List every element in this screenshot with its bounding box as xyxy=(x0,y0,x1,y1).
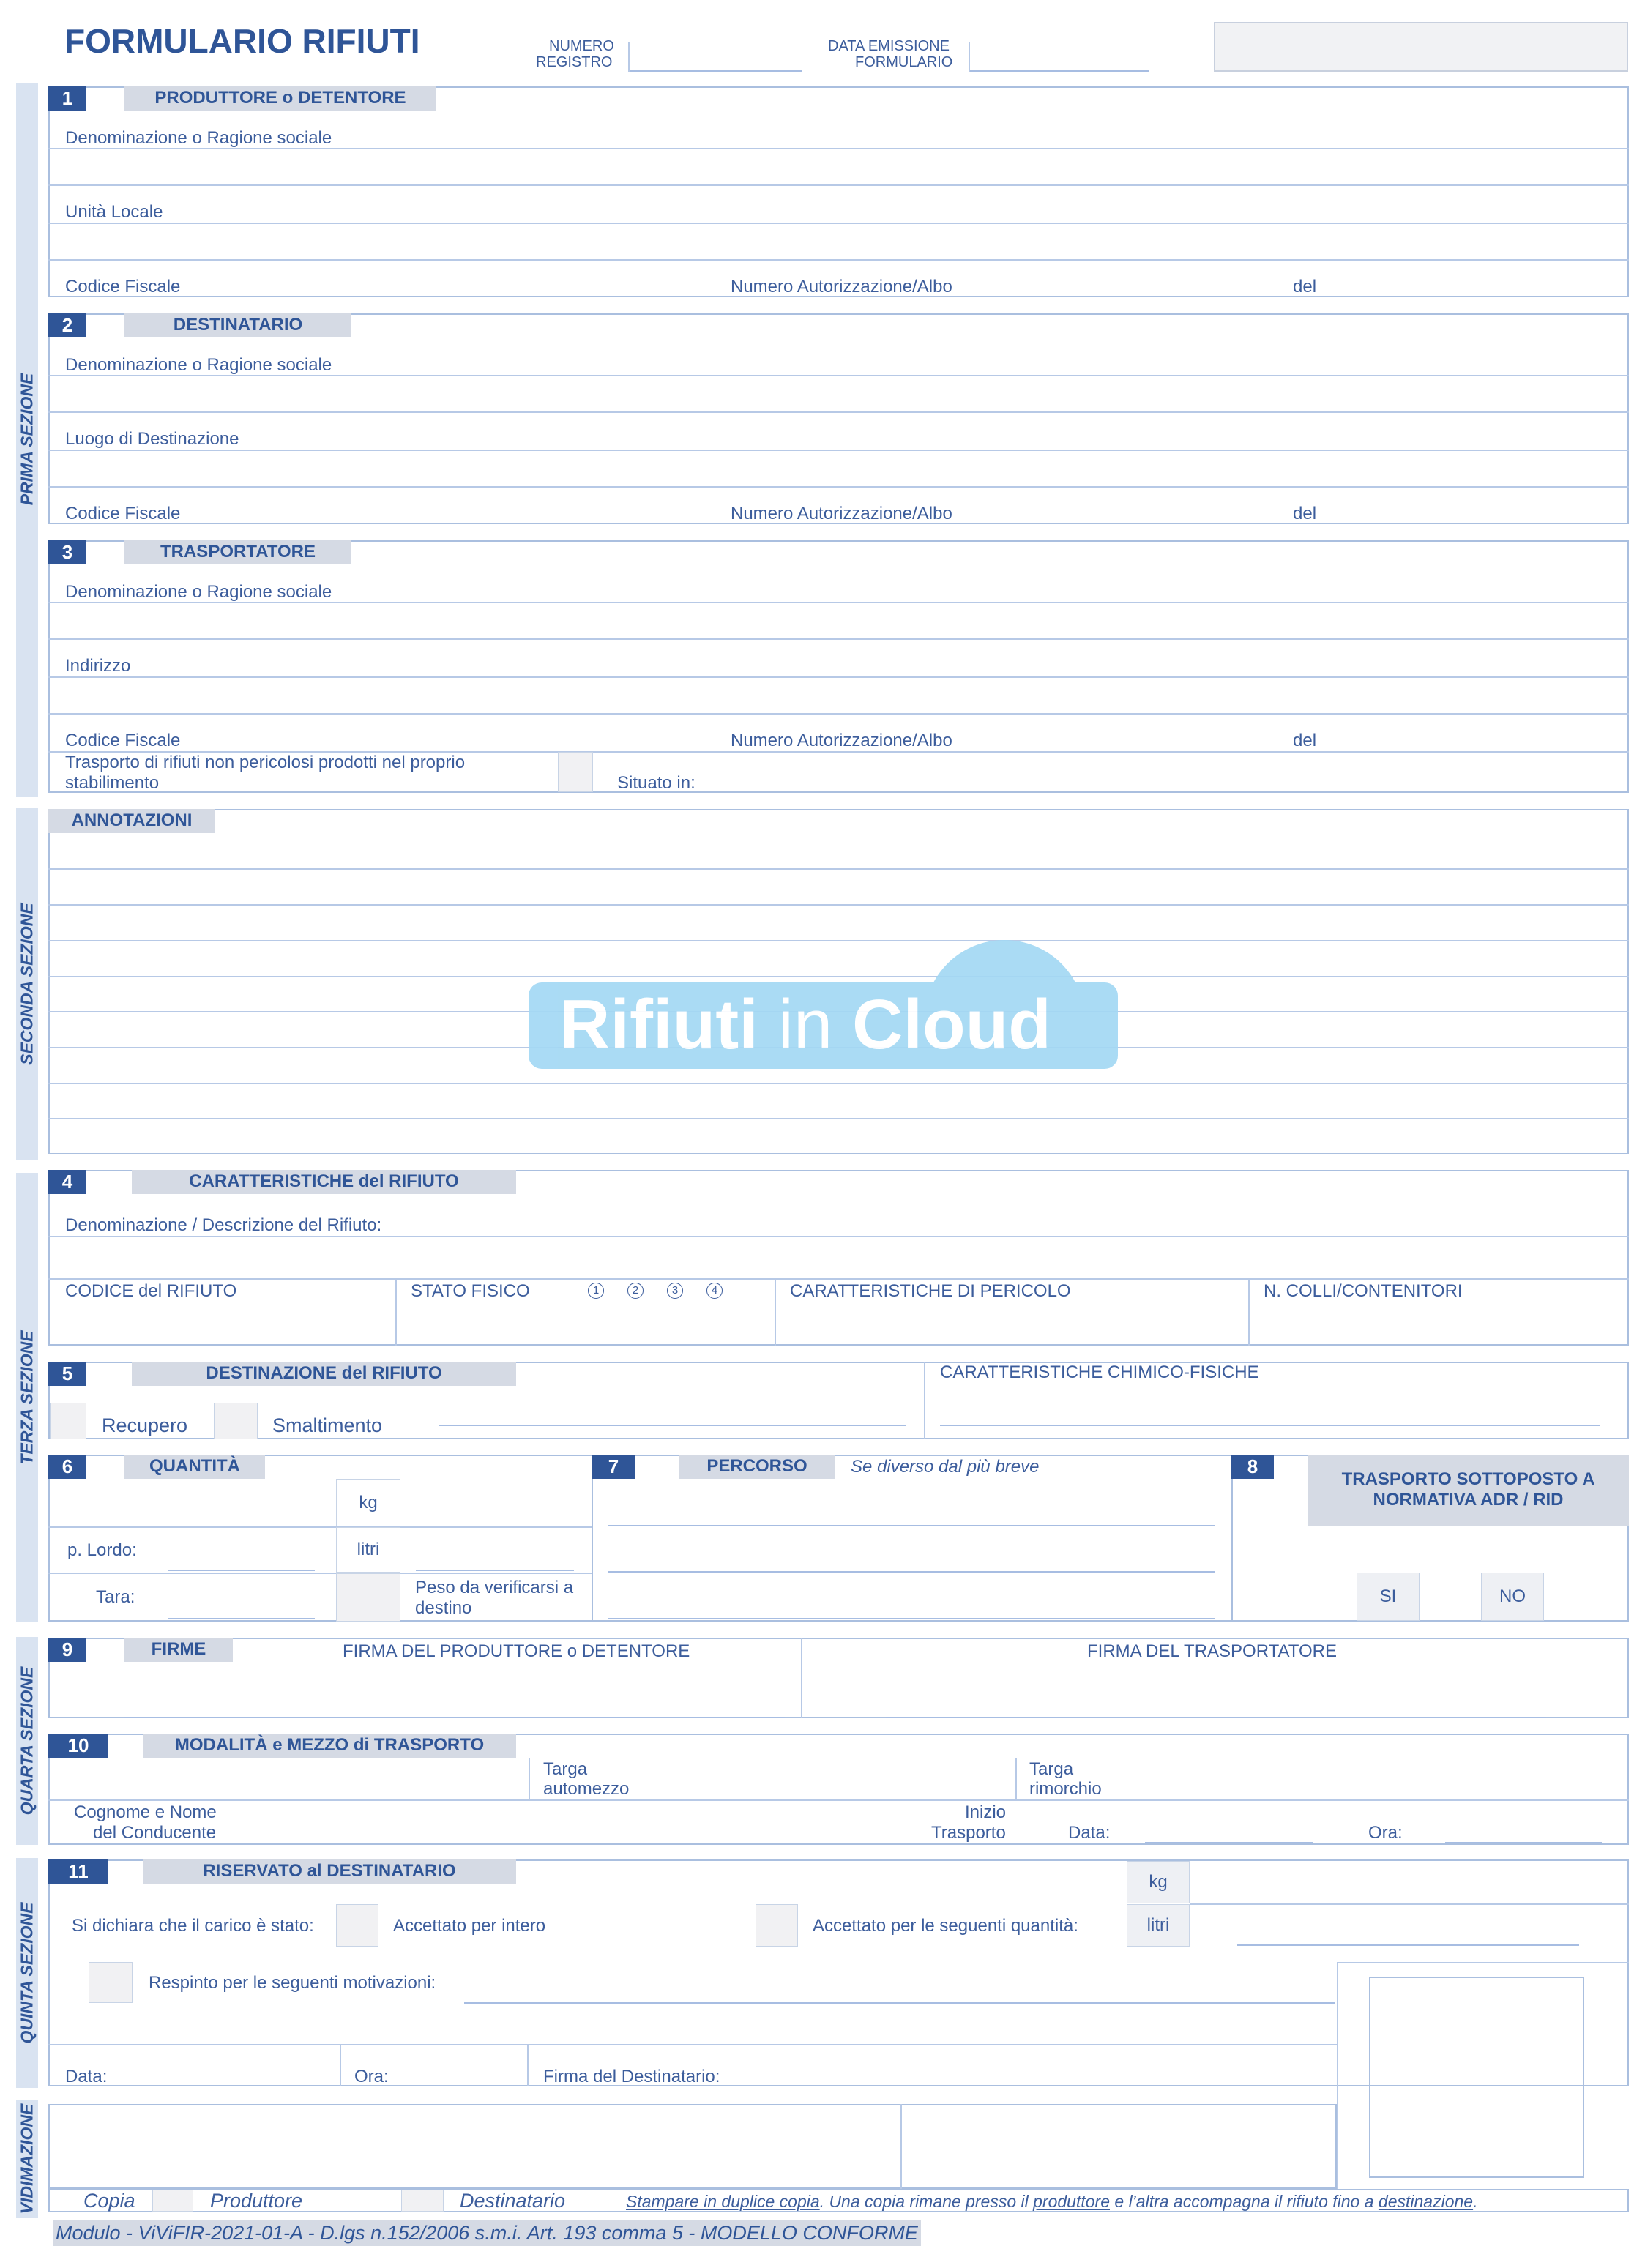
row-line xyxy=(48,259,1629,261)
respinto-checkbox[interactable] xyxy=(89,1962,133,2003)
row-line xyxy=(48,1278,1629,1280)
note-part-c: produttore xyxy=(1033,2192,1110,2211)
stato-option-1[interactable]: 1 xyxy=(588,1283,604,1299)
s5-chimico-field[interactable] xyxy=(940,1425,1600,1426)
s11-ora-label: Ora: xyxy=(354,2067,389,2086)
s6-peso-label-1: Peso da verificarsi a xyxy=(415,1578,574,1597)
s11-dichiara-label: Si dichiara che il carico è stato: xyxy=(72,1916,314,1936)
s6-litri-cell xyxy=(336,1527,400,1573)
side-label-quarta: QUARTA SEZIONE xyxy=(17,1666,37,1816)
row-line xyxy=(48,2044,1337,2045)
side-bar-terza xyxy=(16,1173,38,1622)
s6-tara-cell xyxy=(336,1573,400,1622)
note-part-a: Stampare in duplice copia xyxy=(626,2192,820,2211)
section-1-number: 1 xyxy=(48,86,86,111)
logo-text xyxy=(559,985,1051,1064)
s8-adr-label-1: TRASPORTO SOTTOPOSTO A xyxy=(1341,1469,1595,1489)
section-1-label: PRODUTTORE o DETENTORE xyxy=(124,86,436,111)
numero-registro-label-1: NUMERO xyxy=(549,38,614,54)
s10-inizio-2: Trasporto xyxy=(931,1823,1006,1843)
s3-trasporto-checkbox[interactable] xyxy=(558,752,593,792)
s10-cognome-1: Cognome e Nome xyxy=(74,1802,217,1822)
respinto-field[interactable] xyxy=(464,2002,1335,2004)
s5-destinazione-field[interactable] xyxy=(439,1425,906,1426)
data-emissione-field[interactable] xyxy=(970,70,1149,72)
vidimazione-box xyxy=(48,2104,1337,2189)
accettato-label: Accettato per intero xyxy=(393,1916,546,1936)
row-line xyxy=(48,375,1629,376)
annotation-line xyxy=(48,1083,1629,1084)
s4-colli-label: N. COLLI/CONTENITORI xyxy=(1264,1281,1463,1301)
s10-cognome-2: del Conducente xyxy=(93,1823,217,1843)
row-line xyxy=(48,1236,1629,1237)
row-line xyxy=(48,411,1629,413)
s7-percorso-line-1[interactable] xyxy=(608,1525,1215,1526)
smaltimento-checkbox[interactable] xyxy=(214,1403,258,1439)
s11-litri-cell xyxy=(1127,1904,1190,1947)
side-label-quinta: QUINTA SEZIONE xyxy=(17,1902,37,2044)
accettato-quantita-checkbox[interactable] xyxy=(756,1904,798,1947)
s9-trasportatore-firma-label: FIRMA DEL TRASPORTATORE xyxy=(1087,1641,1337,1661)
s8-no-option[interactable] xyxy=(1481,1573,1544,1621)
annotation-line xyxy=(48,1118,1629,1119)
recupero-checkbox[interactable] xyxy=(50,1403,86,1439)
footer-copia-label: Copia xyxy=(83,2190,135,2212)
s1-unita-label: Unità Locale xyxy=(65,202,163,222)
section-9-number: 9 xyxy=(48,1638,86,1662)
s3-codice-fiscale-label: Codice Fiscale xyxy=(65,731,181,750)
section-9-label: FIRME xyxy=(124,1638,233,1662)
annotation-line xyxy=(48,868,1629,870)
s10-inizio-1: Inizio xyxy=(965,1802,1007,1822)
side-bar-quinta xyxy=(16,1858,38,2088)
s6-lordo-netto-field[interactable] xyxy=(416,1570,574,1571)
col-divider xyxy=(1015,1758,1017,1799)
footer-stampa-note xyxy=(626,2192,1477,2211)
s1-del-label: del xyxy=(1293,277,1317,296)
row-line xyxy=(48,602,1629,603)
row-line xyxy=(48,638,1629,640)
numero-registro-label-2: REGISTRO xyxy=(536,54,613,70)
divider xyxy=(628,42,630,72)
section-4-label: CARATTERISTICHE del RIFIUTO xyxy=(132,1170,516,1194)
row-line xyxy=(48,1799,1629,1801)
s7-note: Se diverso dal più breve xyxy=(851,1457,1040,1477)
col-divider xyxy=(529,1758,530,1799)
row-line xyxy=(48,148,1629,149)
s10-data-label: Data: xyxy=(1068,1823,1111,1843)
side-label-terza: TERZA SEZIONE xyxy=(17,1330,37,1465)
col-divider xyxy=(1337,1962,1338,2189)
s8-si-option[interactable] xyxy=(1357,1573,1420,1621)
s4-descrizione-label: Denominazione / Descrizione del Rifiuto: xyxy=(65,1215,382,1235)
s10-targa-r-1: Targa xyxy=(1029,1759,1074,1779)
section-10-label: MODALITÀ e MEZZO di TRASPORTO xyxy=(143,1734,516,1758)
annotation-line xyxy=(48,904,1629,906)
side-bar-seconda xyxy=(16,808,38,1160)
s4-pericolo-label: CARATTERISTICHE DI PERICOLO xyxy=(790,1281,1071,1301)
row-line xyxy=(48,223,1629,224)
row-line xyxy=(1337,1962,1629,1963)
s1-autorizzazione-label: Numero Autorizzazione/Albo xyxy=(731,277,952,296)
side-bar-prima xyxy=(16,83,38,797)
row-line xyxy=(48,1526,593,1528)
s3-trasporto-label-1: Trasporto di rifiuti non pericolosi prodotti nel proprio xyxy=(65,753,466,772)
s4-stato-label: STATO FISICO xyxy=(411,1281,530,1301)
s3-denominazione-label: Denominazione o Ragione sociale xyxy=(65,582,332,602)
recupero-label: Recupero xyxy=(102,1414,188,1436)
s3-autorizzazione-label: Numero Autorizzazione/Albo xyxy=(731,731,952,750)
s10-ora-label: Ora: xyxy=(1368,1823,1403,1843)
s9-produttore-firma-label: FIRMA DEL PRODUTTORE o DETENTORE xyxy=(343,1641,690,1661)
section-7-number: 7 xyxy=(592,1455,635,1479)
s6-tara-label: Tara: xyxy=(96,1587,135,1607)
data-emissione-label-1: DATA EMISSIONE xyxy=(828,38,950,54)
s6-lordo-label: p. Lordo: xyxy=(67,1540,137,1560)
section-3-label: TRASPORTATORE xyxy=(124,540,351,564)
s6-peso-label-2: destino xyxy=(415,1598,472,1618)
stato-option-3[interactable]: 3 xyxy=(667,1283,683,1299)
section-7-box xyxy=(592,1455,1233,1622)
s10-targa-a-2: automezzo xyxy=(543,1779,630,1799)
row-line xyxy=(1190,1903,1629,1905)
section-11-label: RISERVATO al DESTINATARIO xyxy=(143,1859,516,1884)
section-4-number: 4 xyxy=(48,1170,86,1194)
respinto-label: Respinto per le seguenti motivazioni: xyxy=(149,1973,436,1993)
s6-litri-label: litri xyxy=(357,1540,380,1559)
section-1-box xyxy=(48,86,1629,297)
stato-option-2[interactable]: 2 xyxy=(627,1283,644,1299)
section-2-number: 2 xyxy=(48,313,86,337)
logo-text-3: Cloud xyxy=(851,985,1051,1064)
s8-si-label: SI xyxy=(1379,1586,1397,1606)
section-7-label: PERCORSO xyxy=(679,1455,835,1479)
col-divider xyxy=(900,2104,902,2189)
s4-codice-label: CODICE del RIFIUTO xyxy=(65,1281,237,1301)
col-divider xyxy=(775,1278,776,1346)
side-bar-quarta xyxy=(16,1637,38,1845)
smaltimento-label: Smaltimento xyxy=(272,1414,383,1436)
s8-adr-label-2: NORMATIVA ADR / RID xyxy=(1373,1490,1564,1510)
annotazioni-label: ANNOTAZIONI xyxy=(48,809,215,833)
row-line xyxy=(48,713,1629,715)
s1-denominazione-label: Denominazione o Ragione sociale xyxy=(65,128,332,148)
copia-produttore-checkbox[interactable] xyxy=(152,2190,193,2212)
form-title: FORMULARIO RIFIUTI xyxy=(64,22,420,60)
copia-destinatario-checkbox[interactable] xyxy=(401,2190,444,2212)
note-part-d: e l’altra accompagna il rifiuto fino a xyxy=(1110,2192,1379,2211)
s9-produttore-signature[interactable] xyxy=(124,1717,785,1718)
side-label-seconda: SECONDA SEZIONE xyxy=(17,903,37,1065)
stamp-box xyxy=(1369,1977,1584,2178)
note-part-b: . Una copia rimane presso il xyxy=(819,2192,1034,2211)
s8-no-label: NO xyxy=(1499,1586,1526,1606)
s8-adr-label xyxy=(1308,1455,1629,1526)
row-line xyxy=(48,486,1629,488)
s3-del-label: del xyxy=(1293,731,1317,750)
side-bar-vidimazione xyxy=(16,2100,38,2218)
s3-indirizzo-label: Indirizzo xyxy=(65,656,131,676)
row-line xyxy=(48,184,1629,186)
section-9-box xyxy=(48,1638,1629,1718)
s2-autorizzazione-label: Numero Autorizzazione/Albo xyxy=(731,504,952,523)
numero-registro-field[interactable] xyxy=(630,70,802,72)
col-divider xyxy=(395,1278,397,1346)
rifiuti-in-cloud-logo xyxy=(529,940,1118,1069)
section-8-number: 8 xyxy=(1231,1455,1274,1479)
stato-fisico-options xyxy=(588,1283,746,1299)
footer-modulo-banner: Modulo - ViViFIR-2021-01-A - D.lgs n.152/2006 s.m.i. Art. 193 comma 5 - MODELLO CONFORME xyxy=(53,2220,921,2246)
divider xyxy=(969,42,970,72)
s10-ora-field[interactable] xyxy=(1445,1842,1602,1843)
s11-data-label: Data: xyxy=(65,2067,108,2086)
s2-denominazione-label: Denominazione o Ragione sociale xyxy=(65,355,332,375)
s11-quantita-field[interactable] xyxy=(1237,1944,1579,1946)
data-emissione-label-2: FORMULARIO xyxy=(855,54,953,70)
col-divider xyxy=(1248,1278,1250,1346)
logo-text-2: in xyxy=(777,985,833,1064)
row-line xyxy=(48,450,1629,451)
s10-data-field[interactable] xyxy=(1145,1842,1313,1843)
s2-del-label: del xyxy=(1293,504,1317,523)
note-part-e: destinazione xyxy=(1378,2192,1474,2211)
section-10-number: 10 xyxy=(48,1734,108,1758)
row-line xyxy=(48,1573,593,1574)
s3-situato-label: Situato in: xyxy=(617,773,695,793)
footer-destinatario-label: Destinatario xyxy=(460,2190,566,2212)
footer-produttore-label: Produttore xyxy=(210,2190,303,2212)
section-5-number: 5 xyxy=(48,1362,86,1386)
s9-trasportatore-signature[interactable] xyxy=(886,1717,1546,1718)
s6-tara-field[interactable] xyxy=(168,1618,315,1619)
s10-targa-r-2: rimorchio xyxy=(1029,1779,1102,1799)
s7-percorso-line-2[interactable] xyxy=(608,1571,1215,1573)
accettato-quantita-label: Accettato per le seguenti quantità: xyxy=(813,1916,1078,1936)
logo-text-1: Rifiuti xyxy=(559,985,758,1064)
section-5-label: DESTINAZIONE del RIFIUTO xyxy=(132,1362,516,1386)
side-label-prima: PRIMA SEZIONE xyxy=(17,373,37,506)
stato-option-4[interactable]: 4 xyxy=(706,1283,723,1299)
s1-codice-fiscale-label: Codice Fiscale xyxy=(65,277,181,296)
s11-litri-label: litri xyxy=(1146,1915,1170,1935)
s2-codice-fiscale-label: Codice Fiscale xyxy=(65,504,181,523)
s11-kg-label: kg xyxy=(1149,1872,1168,1892)
section-6-number: 6 xyxy=(48,1455,86,1479)
section-2-box xyxy=(48,313,1629,524)
s3-trasporto-label-2: stabilimento xyxy=(65,773,160,793)
col-divider xyxy=(924,1362,925,1439)
section-6-label: QUANTITÀ xyxy=(124,1455,265,1479)
s11-firma-label: Firma del Destinatario: xyxy=(543,2067,720,2086)
s7-percorso-line-3[interactable] xyxy=(608,1618,1215,1619)
section-3-number: 3 xyxy=(48,540,86,564)
header-stamp-box xyxy=(1214,22,1628,72)
s2-luogo-label: Luogo di Destinazione xyxy=(65,429,239,449)
col-divider xyxy=(801,1638,802,1718)
side-label-vidimazione: VIDIMAZIONE xyxy=(17,2103,37,2215)
s11-kg-cell xyxy=(1127,1861,1190,1903)
s5-chimico-label: CARATTERISTICHE CHIMICO-FISICHE xyxy=(940,1362,1259,1382)
col-divider xyxy=(340,2044,341,2086)
s6-kg-label: kg xyxy=(359,1493,378,1512)
section-11-number: 11 xyxy=(48,1859,108,1884)
accettato-checkbox[interactable] xyxy=(336,1904,378,1947)
s6-lordo-field[interactable] xyxy=(168,1570,315,1571)
section-2-label: DESTINATARIO xyxy=(124,313,351,337)
col-divider xyxy=(527,2044,529,2086)
s10-targa-a-1: Targa xyxy=(543,1759,588,1779)
section-4-box xyxy=(48,1170,1629,1346)
s6-kg-cell xyxy=(336,1479,400,1527)
note-part-f: . xyxy=(1473,2192,1478,2211)
row-line xyxy=(48,676,1629,678)
